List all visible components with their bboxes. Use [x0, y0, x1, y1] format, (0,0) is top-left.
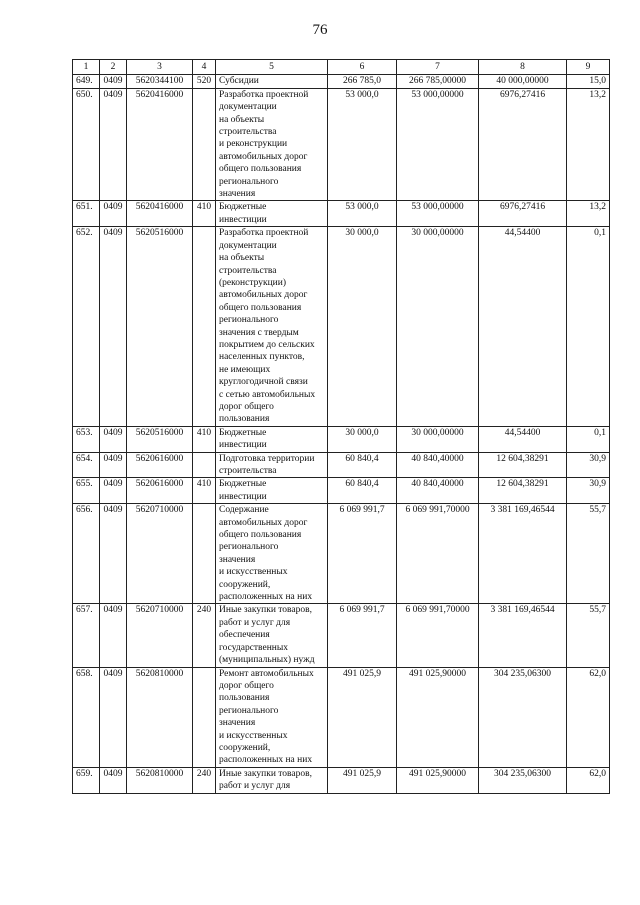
- column-header: 3: [127, 60, 193, 75]
- planned-amount: 60 840,4: [328, 478, 397, 504]
- item-name: Бюджетные инвестиции: [216, 201, 328, 227]
- execution-percent: 62,0: [567, 767, 610, 793]
- target-code: 5620416000: [127, 88, 193, 201]
- execution-percent: 30,9: [567, 452, 610, 478]
- planned-amount: 30 000,0: [328, 426, 397, 452]
- refined-amount: 30 000,00000: [397, 227, 479, 427]
- expense-type-code: 410: [193, 478, 216, 504]
- expense-type-code: 520: [193, 75, 216, 88]
- planned-amount: 6 069 991,7: [328, 604, 397, 667]
- column-header: 5: [216, 60, 328, 75]
- table-row: [73, 604, 610, 667]
- planned-amount: 53 000,0: [328, 201, 397, 227]
- row-number: 655.: [73, 478, 100, 504]
- execution-percent: 62,0: [567, 667, 610, 767]
- item-name: Бюджетные инвестиции: [216, 478, 328, 504]
- section-code: 0409: [100, 88, 127, 201]
- executed-amount: 40 000,00000: [479, 75, 567, 88]
- execution-percent: 0,1: [567, 426, 610, 452]
- column-header: 2: [100, 60, 127, 75]
- row-number: 651.: [73, 201, 100, 227]
- refined-amount: 6 069 991,70000: [397, 504, 479, 604]
- execution-percent: 13,2: [567, 201, 610, 227]
- target-code: 5620710000: [127, 604, 193, 667]
- target-code: 5620416000: [127, 201, 193, 227]
- column-header: 4: [193, 60, 216, 75]
- target-code: 5620810000: [127, 767, 193, 793]
- planned-amount: 6 069 991,7: [328, 504, 397, 604]
- item-name: Субсидии: [216, 75, 328, 88]
- planned-amount: 60 840,4: [328, 452, 397, 478]
- target-code: 5620710000: [127, 504, 193, 604]
- execution-percent: 30,9: [567, 478, 610, 504]
- refined-amount: 491 025,90000: [397, 767, 479, 793]
- section-code: 0409: [100, 201, 127, 227]
- planned-amount: 30 000,0: [328, 227, 397, 427]
- target-code: 5620344100: [127, 75, 193, 88]
- item-name: Ремонт автомобильных дорог общего пользования регионального значения и искусственных сооружений, расположенных на них: [216, 667, 328, 767]
- item-name: Разработка проектной документации на объекты строительства (реконструкции) автомобильных дорог общего пользования регионального значения с твердым покрытием до сельских населенных пунктов, не имеющих круглогодичной связи с сетью автомобильных дорог общего пользования: [216, 227, 328, 427]
- planned-amount: 491 025,9: [328, 667, 397, 767]
- refined-amount: 30 000,00000: [397, 426, 479, 452]
- expense-type-code: 240: [193, 767, 216, 793]
- table-header-row: [73, 60, 610, 75]
- executed-amount: 304 235,06300: [479, 667, 567, 767]
- executed-amount: 304 235,06300: [479, 767, 567, 793]
- item-name: Подготовка территории строительства: [216, 452, 328, 478]
- column-header: 6: [328, 60, 397, 75]
- table-row: [73, 426, 610, 452]
- expense-type-code: 410: [193, 426, 216, 452]
- refined-amount: 266 785,00000: [397, 75, 479, 88]
- section-code: 0409: [100, 604, 127, 667]
- table-row: [73, 478, 610, 504]
- executed-amount: 6976,27416: [479, 201, 567, 227]
- row-number: 653.: [73, 426, 100, 452]
- column-header: 1: [73, 60, 100, 75]
- section-code: 0409: [100, 75, 127, 88]
- row-number: 650.: [73, 88, 100, 201]
- refined-amount: 53 000,00000: [397, 88, 479, 201]
- row-number: 658.: [73, 667, 100, 767]
- section-code: 0409: [100, 227, 127, 427]
- item-name: Иные закупки товаров, работ и услуг для обеспечения государственных (муниципальных) нужд: [216, 604, 328, 667]
- refined-amount: 40 840,40000: [397, 478, 479, 504]
- table-row: [73, 88, 610, 201]
- executed-amount: 12 604,38291: [479, 478, 567, 504]
- execution-percent: 15,0: [567, 75, 610, 88]
- executed-amount: 44,54400: [479, 227, 567, 427]
- section-code: 0409: [100, 478, 127, 504]
- table-row: [73, 767, 610, 793]
- table-row: [73, 201, 610, 227]
- executed-amount: 44,54400: [479, 426, 567, 452]
- executed-amount: 3 381 169,46544: [479, 504, 567, 604]
- executed-amount: 3 381 169,46544: [479, 604, 567, 667]
- item-name: Разработка проектной документации на объекты строительства и реконструкции автомобильных дорог общего пользования регионального значения: [216, 88, 328, 201]
- section-code: 0409: [100, 504, 127, 604]
- execution-percent: 13,2: [567, 88, 610, 201]
- execution-percent: 0,1: [567, 227, 610, 427]
- target-code: 5620810000: [127, 667, 193, 767]
- row-number: 649.: [73, 75, 100, 88]
- execution-percent: 55,7: [567, 504, 610, 604]
- page-number: 76: [312, 22, 328, 38]
- expense-type-code: 410: [193, 201, 216, 227]
- refined-amount: 40 840,40000: [397, 452, 479, 478]
- expense-type-code: [193, 227, 216, 427]
- item-name: Бюджетные инвестиции: [216, 426, 328, 452]
- expense-type-code: [193, 504, 216, 604]
- refined-amount: 53 000,00000: [397, 201, 479, 227]
- executed-amount: 12 604,38291: [479, 452, 567, 478]
- refined-amount: 6 069 991,70000: [397, 604, 479, 667]
- budget-table: [72, 59, 610, 794]
- target-code: 5620516000: [127, 227, 193, 427]
- expense-type-code: [193, 452, 216, 478]
- target-code: 5620616000: [127, 478, 193, 504]
- section-code: 0409: [100, 426, 127, 452]
- column-header: 9: [567, 60, 610, 75]
- target-code: 5620516000: [127, 426, 193, 452]
- expense-type-code: 240: [193, 604, 216, 667]
- planned-amount: 266 785,0: [328, 75, 397, 88]
- row-number: 654.: [73, 452, 100, 478]
- table-row: [73, 75, 610, 88]
- column-header: 8: [479, 60, 567, 75]
- target-code: 5620616000: [127, 452, 193, 478]
- expense-type-code: [193, 88, 216, 201]
- refined-amount: 491 025,90000: [397, 667, 479, 767]
- row-number: 652.: [73, 227, 100, 427]
- section-code: 0409: [100, 452, 127, 478]
- section-code: 0409: [100, 767, 127, 793]
- executed-amount: 6976,27416: [479, 88, 567, 201]
- execution-percent: 55,7: [567, 604, 610, 667]
- item-name: Содержание автомобильных дорог общего пользования регионального значения и искусственных сооружений, расположенных на них: [216, 504, 328, 604]
- row-number: 657.: [73, 604, 100, 667]
- planned-amount: 53 000,0: [328, 88, 397, 201]
- table-row: [73, 667, 610, 767]
- planned-amount: 491 025,9: [328, 767, 397, 793]
- row-number: 659.: [73, 767, 100, 793]
- table-row: [73, 504, 610, 604]
- row-number: 656.: [73, 504, 100, 604]
- section-code: 0409: [100, 667, 127, 767]
- expense-type-code: [193, 667, 216, 767]
- table-row: [73, 452, 610, 478]
- column-header: 7: [397, 60, 479, 75]
- item-name: Иные закупки товаров, работ и услуг для: [216, 767, 328, 793]
- table-row: [73, 227, 610, 427]
